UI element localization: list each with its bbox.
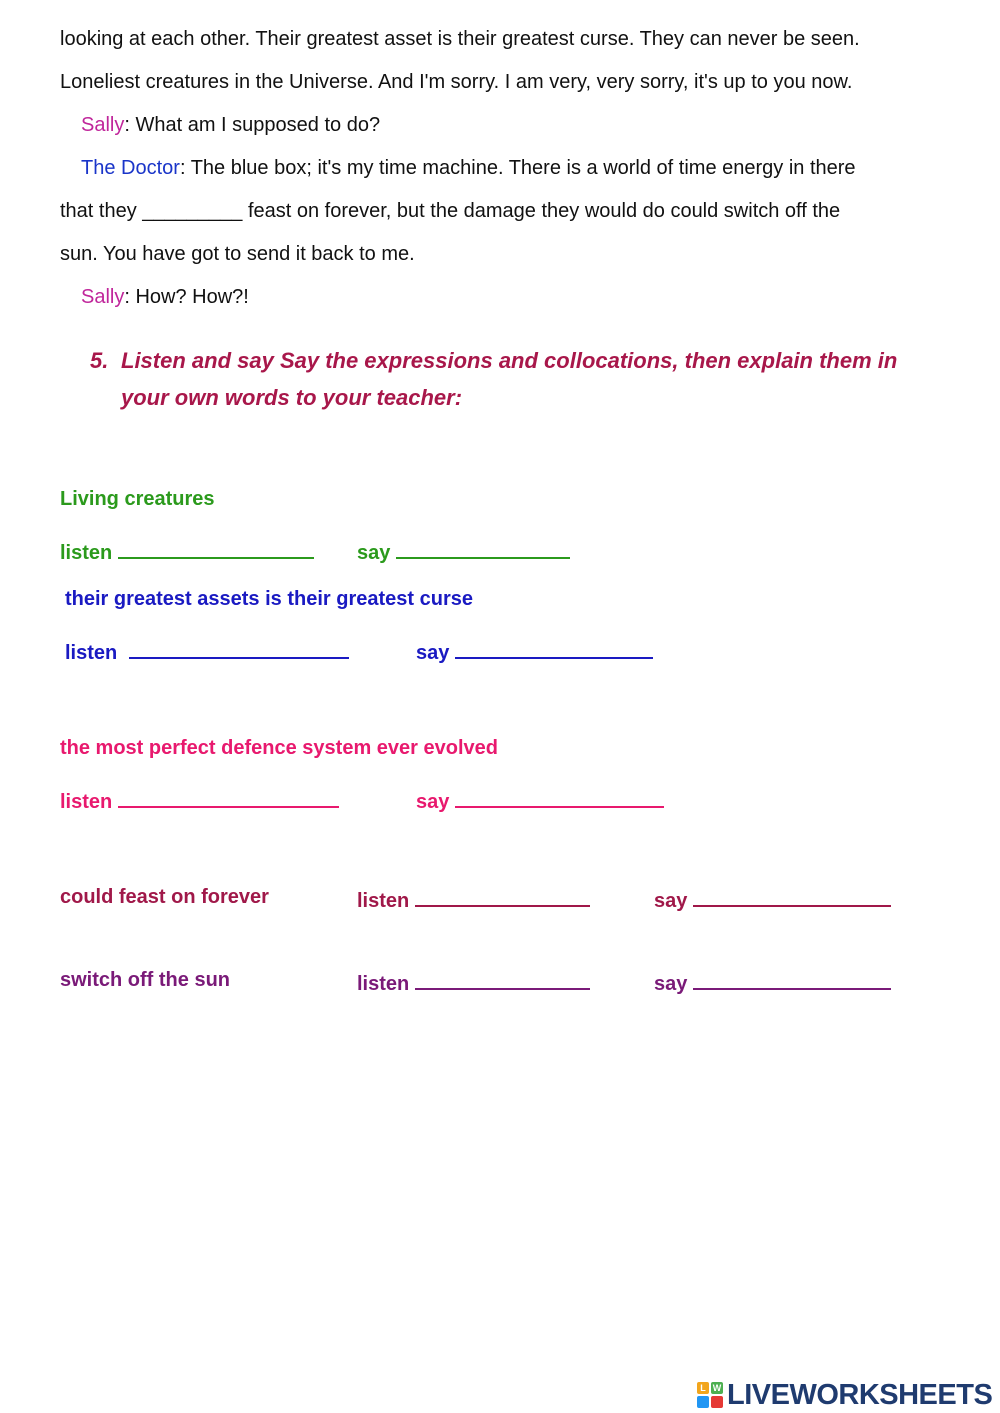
dialogue-line-2: Loneliest creatures in the Universe. And I'm sorry. I am very, very sorry, it's up to you now. [60,71,853,93]
say-blank[interactable] [455,637,653,659]
logo-mark-icon [697,1382,723,1408]
exercise-heading [90,342,950,416]
say-field[interactable] [654,968,891,996]
speaker-sally: Sally [81,114,125,136]
listen-blank[interactable] [129,637,349,659]
listen-blank[interactable] [118,537,314,559]
say-blank[interactable] [693,885,891,907]
exercise-instruction: Listen and say Say the expressions and collocations, then explain them in your own words to your teacher: [121,348,898,410]
sally-speech: : What am I supposed to do? [124,114,381,136]
listen-field[interactable] [60,537,314,565]
expression-phrase: their greatest assets is their greatest curse [65,588,473,610]
sally-speech: : How? How?! [124,286,249,308]
say-label: say [654,973,688,995]
say-field[interactable] [357,537,570,565]
listen-label: listen [60,542,113,564]
expression-phrase: could feast on forever [60,886,269,908]
listen-label: listen [65,642,118,664]
listen-blank[interactable] [415,885,590,907]
doctor-speech: : The blue box; it's my time machine. There is a world of time energy in there [179,157,856,179]
doctor-line-1 [81,156,856,180]
expression-phrase: Living creatures [60,488,215,510]
speaker-sally: Sally [81,286,125,308]
sally-line-2 [81,285,249,309]
listen-field[interactable] [60,786,339,814]
say-label: say [357,542,391,564]
say-field[interactable] [416,637,653,665]
speaker-doctor: The Doctor [81,157,180,179]
sally-line-1 [81,113,380,137]
expression-phrase: switch off the sun [60,969,230,991]
listen-blank[interactable] [415,968,590,990]
say-label: say [416,791,450,813]
say-blank[interactable] [396,537,570,559]
liveworksheets-logo [697,1378,992,1412]
dialogue-line-sun: sun. You have got to send it back to me. [60,243,415,265]
dialogue-line-1: looking at each other. Their greatest asset is their greatest curse. They can never be seen. [60,28,860,50]
say-blank[interactable] [455,786,664,808]
logo-text: LIVEWORKSHEETS [727,1378,993,1411]
listen-label: listen [357,973,410,995]
say-label: say [654,890,688,912]
say-label: say [416,642,450,664]
logo-mark-letter: W [712,1383,722,1393]
listen-blank[interactable] [118,786,339,808]
listen-label: listen [357,890,410,912]
listen-field[interactable] [357,968,590,996]
say-blank[interactable] [693,968,891,990]
logo-mark-tile [697,1396,709,1408]
expression-phrase: the most perfect defence system ever evolved [60,737,498,759]
exercise-number: 5. [90,348,109,373]
logo-mark-letter: L [697,1382,709,1394]
listen-field[interactable] [357,885,590,913]
logo-mark-tile [711,1396,723,1408]
say-field[interactable] [416,786,664,814]
listen-label: listen [60,791,113,813]
say-field[interactable] [654,885,891,913]
dialogue-line-that-they: that they _________ feast on forever, but the damage they would do could switch off the [60,200,841,222]
listen-field[interactable] [65,637,349,665]
